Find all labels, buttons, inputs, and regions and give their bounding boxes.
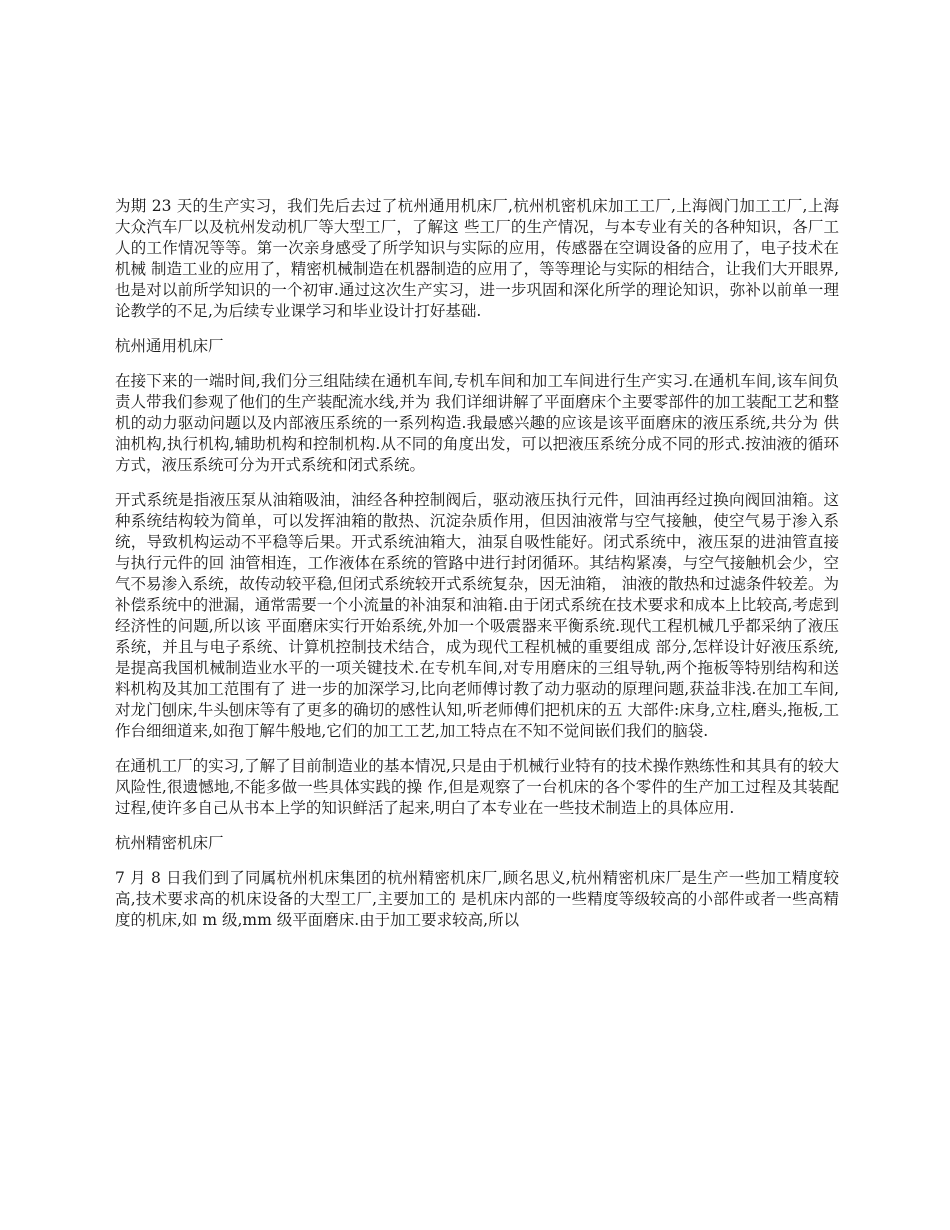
paragraph-hydraulic-systems: 开式系统是指液压泵从油箱吸油，油经各种控制阀后，驱动液压执行元件，回油再经过换向阀回油箱。这种系统结构较为简单，可以发挥油箱的散热、沉淀杂质作用，但因油液常与空气接触，使空气易于渗入系统，导致机构运动不平稳等后果。开式系统油箱大，油泵自吸性能好。闭式系统中，液压泵的进油管直接与执行元件的回 油管相连，工作液体在系统的管路中进行封闭循环。其结构紧凑，与空气接触机会少，空气不易渗入系统，故传动较平稳,但闭式系统较开式系统复杂，因无油箱， 油液的散热和过滤条件较差。为补偿系统中的泄漏，通常需要一个小流量的补油泵和油箱.由于闭式系统在技术要求和成本上比较高,考虑到经济性的问题,所以该 平面磨床实行开始系统,外加一个吸震器来平衡系统.现代工程机械几乎都采纳了液压系统，并且与电子系统、计算机控制技术结合，成为现代工程机械的重要组成 部分,怎样设计好液压系统,是提高我国机械制造业水平的一项关键技术.在专机车间,对专用磨床的三组导轨,两个拖板等特别结构和送料机构及其加工范围有了 进一步的加深学习,比向老师傅讨教了动力驱动的原理问题,获益非浅.在加工车间,对龙门刨床,牛头刨床等有了更多的确切的感性认知,听老师傅们把机床的五 大部件:床身,立柱,磨头,拖板,工作台细细道来,如孢丁解牛般地,它们的加工工艺,加工特点在不知不觉间嵌们我们的脑袋. <box>115 491 839 740</box>
document-body <box>115 196 839 945</box>
section-heading-hangzhou-general-machine-tool: 杭州通用机床厂 <box>115 337 224 355</box>
paragraph-internship-summary: 在通机工厂的实习,了解了目前制造业的基本情况,只是由于机械行业特有的技术操作熟练性和其具有的较大风险性,很遗憾地,不能多做一些具体实践的操 作,但是观察了一台机床的各个零件的生产加工过程及其装配过程,使许多自己从书本上学的知识鲜活了起来,明白了本专业在一些技术制造上的具体应用. <box>115 757 839 817</box>
paragraph-precision-factory: 7 月 8 日我们到了同属杭州机床集团的杭州精密机床厂,顾名思义,杭州精密机床厂是生产一些加工精度较高,技术要求高的机床设备的大型工厂,主要加工的 是机床内部的一些精度等级较高的小部件或者一些高精度的机床,如 m 级,mm 级平面磨床.由于加工要求较高,所以 <box>115 869 839 929</box>
paragraph-workshop-practice: 在接下来的一端时间,我们分三组陆续在通机车间,专机车间和加工车间进行生产实习.在通机车间,该车间负责人带我们参观了他们的生产装配流水线,并为 我们详细讲解了平面磨床个主要零部件的加工装配工艺和整机的动力驱动问题以及内部液压系统的一系列构造.我最感兴趣的应该是该平面磨床的液压系统,共分为 供油机构,执行机构,辅助机构和控制机构.从不同的角度出发，可以把液压系统分成不同的形式.按油液的循环方式，液压系统可分为开式系统和闭式系统。 <box>115 372 839 474</box>
intro-paragraph: 为期 23 天的生产实习，我们先后去过了杭州通用机床厂,杭州机密机床加工工厂,上海阀门加工工厂,上海大众汽车厂以及杭州发动机厂等大型工厂，了解这 些工厂的生产情况，与本专业有关的各种知识，各厂工人的工作情况等等。第一次亲身感受了所学知识与实际的应用，传感器在空调设备的应用了，电子技术在机械 制造工业的应用了，精密机械制造在机器制造的应用了，等等理论与实际的相结合，让我们大开眼界,也是对以前所学知识的一个初审.通过这次生产实习，进一步巩固和深化所学的理论知识，弥补以前单一理论教学的不足,为后续专业课学习和毕业设计打好基础. <box>115 197 839 320</box>
section-heading-hangzhou-precision-machine-tool: 杭州精密机床厂 <box>115 834 224 852</box>
